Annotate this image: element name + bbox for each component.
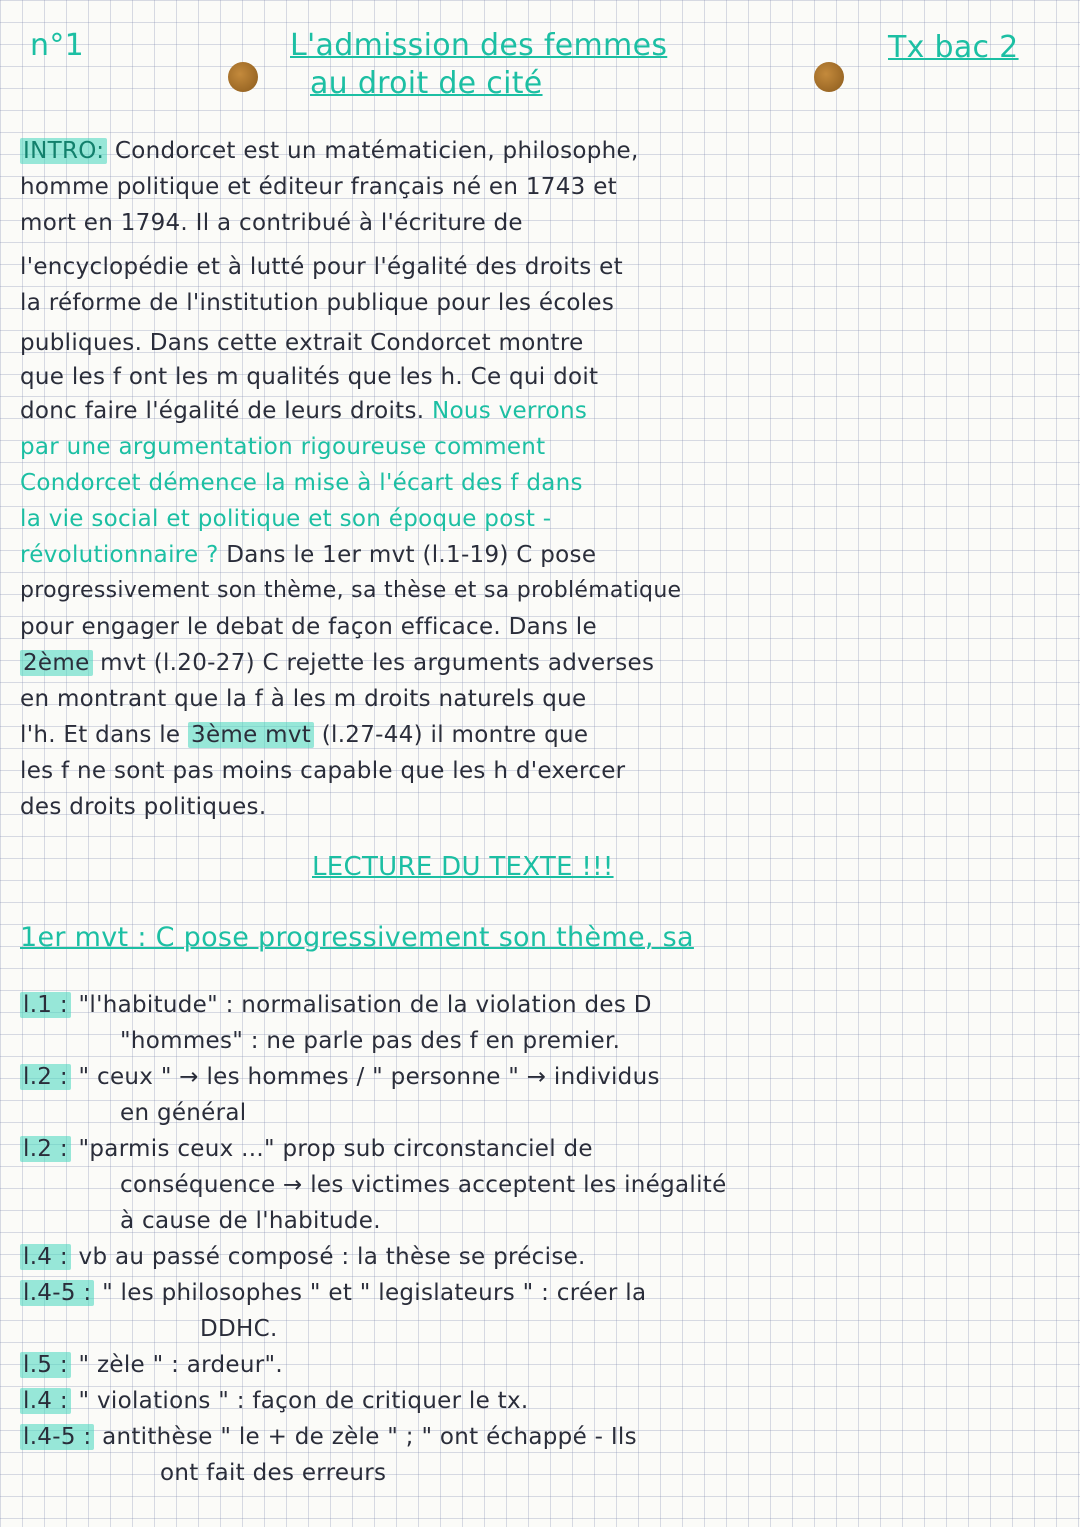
second-mvt-label: 2ème [20, 650, 93, 676]
note-3-line-0: vb au passé composé : la thèse se précise. [78, 1244, 586, 1270]
note-5-row [20, 1352, 283, 1378]
plan-line-4: en montrant que la f à les m droits naturels que [20, 686, 587, 712]
intro-line-7 [20, 398, 587, 424]
problem-line-0: par une argumentation rigoureuse comment [20, 434, 546, 460]
binder-hole-right [814, 62, 844, 92]
note-6-ref: l.4 : [20, 1388, 71, 1414]
note-4-line-0: " les philosophes " et " legislateurs " : créer la [102, 1280, 647, 1306]
page-title-line1: L'admission des femmes [290, 28, 668, 63]
plan-line-0: Dans le 1er mvt (l.1-19) C pose [226, 542, 597, 568]
plan-line-5-row [20, 722, 588, 748]
note-0-line-1: "hommes" : ne parle pas des f en premier. [120, 1028, 621, 1054]
intro-line-0 [20, 138, 639, 164]
problem-line-1: Condorcet démence la mise à l'écart des f dans [20, 470, 583, 496]
movement1-heading: 1er mvt : C pose progressivement son thème, sa [20, 922, 694, 953]
problem-line-2: la vie social et politique et son époque post - [20, 506, 552, 532]
note-7-line-0: antithèse " le + de zèle " ; " ont échappé - Ils [102, 1424, 637, 1450]
note-3-row [20, 1244, 586, 1270]
note-0-row [20, 992, 652, 1018]
plan-line-6: (l.27-44) il montre que [321, 722, 589, 748]
page-number: n°1 [30, 28, 85, 63]
note-5-ref: l.5 : [20, 1352, 71, 1378]
note-2-line-0: "parmis ceux ..." prop sub circonstanciel de [78, 1136, 593, 1162]
reading-heading: LECTURE DU TEXTE !!! [312, 852, 614, 882]
note-7-row [20, 1424, 637, 1450]
note-5-line-0: " zèle " : ardeur". [78, 1352, 283, 1378]
plan-line-2: pour engager le debat de façon efficace. Dans le [20, 614, 597, 640]
intro-line-4: la réforme de l'institution publique pour les écoles [20, 290, 615, 316]
intro-text-7: donc faire l'égalité de leurs droits. [20, 398, 425, 424]
note-7-ref: l.4-5 : [20, 1424, 94, 1450]
problem-start: Nous verrons [432, 398, 588, 424]
note-2-ref: l.2 : [20, 1136, 71, 1162]
intro-text-0: Condorcet est un matématicien, philosophe, [114, 138, 639, 164]
note-0-ref: l.1 : [20, 992, 71, 1018]
plan-line-3-row [20, 650, 654, 676]
note-6-line-0: " violations " : façon de critiquer le tx. [78, 1388, 529, 1414]
intro-line-3: l'encyclopédie et à lutté pour l'égalité des droits et [20, 254, 623, 280]
plan-line-5: l'h. Et dans le [20, 722, 181, 748]
third-mvt-label: 3ème mvt [188, 722, 314, 748]
plan-line-7: les f ne sont pas moins capable que les h d'exercer [20, 758, 626, 784]
plan-line-3: mvt (l.20-27) C rejette les arguments adverses [100, 650, 655, 676]
note-4-ref: l.4-5 : [20, 1280, 94, 1306]
note-0-line-0: "l'habitude" : normalisation de la violation des D [78, 992, 652, 1018]
note-2-row [20, 1136, 593, 1162]
note-4-line-1: DDHC. [200, 1316, 278, 1342]
plan-line-8: des droits politiques. [20, 794, 267, 820]
intro-line-1: homme politique et éditeur français né en 1743 et [20, 174, 617, 200]
note-1-line-1: en général [120, 1100, 247, 1126]
problem-plan-line [20, 542, 596, 568]
note-1-row [20, 1064, 660, 1090]
intro-line-6: que les f ont les m qualités que les h. Ce qui doit [20, 364, 599, 390]
note-4-row [20, 1280, 646, 1306]
note-3-ref: l.4 : [20, 1244, 71, 1270]
binder-hole-left [228, 62, 258, 92]
note-7-line-1: ont fait des erreurs [160, 1460, 387, 1486]
note-1-line-0: " ceux " → les hommes / " personne " → individus [78, 1064, 660, 1090]
plan-line-1: progressivement son thème, sa thèse et sa problématique [20, 578, 682, 603]
text-tag: Tx bac 2 [888, 30, 1019, 65]
intro-label: INTRO: [20, 138, 107, 164]
page-title-line2: au droit de cité [310, 66, 543, 101]
intro-line-2: mort en 1794. Il a contribué à l'écriture de [20, 210, 523, 236]
note-1-ref: l.2 : [20, 1064, 71, 1090]
problem-line-3: révolutionnaire ? [20, 542, 219, 568]
note-6-row [20, 1388, 529, 1414]
note-2-line-1: conséquence → les victimes acceptent les inégalité [120, 1172, 727, 1198]
note-2-line-2: à cause de l'habitude. [120, 1208, 381, 1234]
intro-line-5: publiques. Dans cette extrait Condorcet montre [20, 330, 584, 356]
